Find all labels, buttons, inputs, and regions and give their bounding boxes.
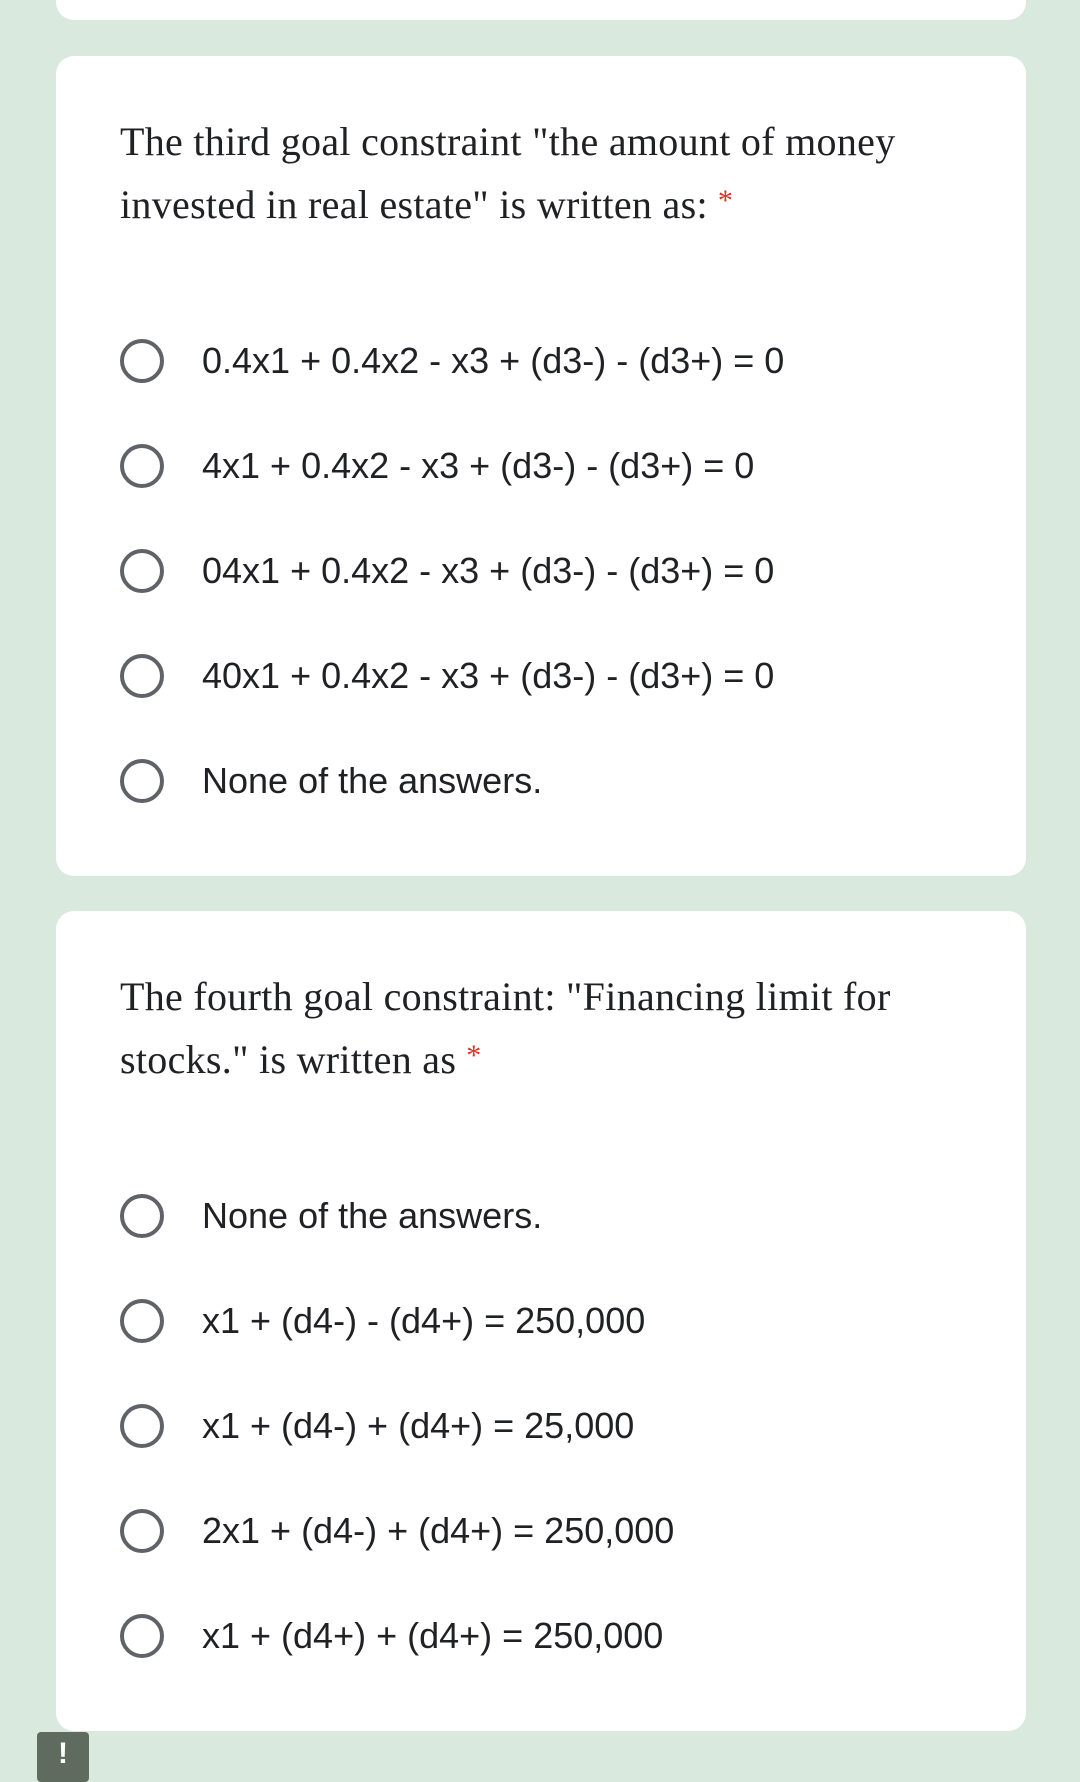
required-asterisk: * — [466, 1039, 482, 1072]
radio-group — [120, 1163, 674, 1688]
radio-option[interactable] — [120, 518, 784, 623]
radio-button[interactable] — [120, 339, 164, 383]
radio-option[interactable] — [120, 1163, 674, 1268]
radio-button[interactable] — [120, 1509, 164, 1553]
option-label: 2x1 + (d4-) + (d4+) = 250,000 — [202, 1509, 675, 1551]
radio-option[interactable] — [120, 1373, 674, 1478]
option-label: x1 + (d4-) + (d4+) = 25,000 — [202, 1404, 635, 1446]
radio-option[interactable] — [120, 623, 784, 728]
required-asterisk: * — [717, 184, 734, 217]
radio-option[interactable] — [120, 413, 784, 518]
radio-button[interactable] — [120, 654, 164, 698]
radio-button[interactable] — [120, 1194, 164, 1238]
alert-icon[interactable]: ! — [37, 1732, 89, 1782]
question-text: The third goal constraint "the amount of money invested in real estate" is written as: — [120, 119, 896, 227]
option-label: x1 + (d4+) + (d4+) = 250,000 — [202, 1614, 664, 1656]
option-label: None of the answers. — [202, 1194, 543, 1236]
radio-option[interactable] — [120, 1583, 674, 1688]
question-card-third-goal — [56, 56, 1026, 876]
option-label: None of the answers. — [202, 759, 543, 801]
question-title — [120, 110, 940, 236]
radio-button[interactable] — [120, 1404, 164, 1448]
radio-button[interactable] — [120, 1299, 164, 1343]
previous-question-card — [56, 0, 1026, 20]
radio-button[interactable] — [120, 549, 164, 593]
option-label: 4x1 + 0.4x2 - x3 + (d3-) - (d3+) = 0 — [202, 444, 755, 486]
option-label: 40x1 + 0.4x2 - x3 + (d3-) - (d3+) = 0 — [202, 654, 775, 696]
question-card-fourth-goal — [56, 911, 1026, 1731]
radio-button[interactable] — [120, 444, 164, 488]
radio-option[interactable] — [120, 1268, 674, 1373]
radio-option[interactable] — [120, 728, 784, 833]
radio-option[interactable] — [120, 1478, 674, 1583]
radio-button[interactable] — [120, 1614, 164, 1658]
radio-option[interactable] — [120, 308, 784, 413]
question-text: The fourth goal constraint: "Financing limit for stocks." is written as — [120, 974, 891, 1082]
radio-button[interactable] — [120, 759, 164, 803]
question-title — [120, 965, 940, 1091]
radio-group — [120, 308, 784, 833]
option-label: 04x1 + 0.4x2 - x3 + (d3-) - (d3+) = 0 — [202, 549, 775, 591]
option-label: 0.4x1 + 0.4x2 - x3 + (d3-) - (d3+) = 0 — [202, 339, 785, 381]
option-label: x1 + (d4-) - (d4+) = 250,000 — [202, 1299, 646, 1341]
